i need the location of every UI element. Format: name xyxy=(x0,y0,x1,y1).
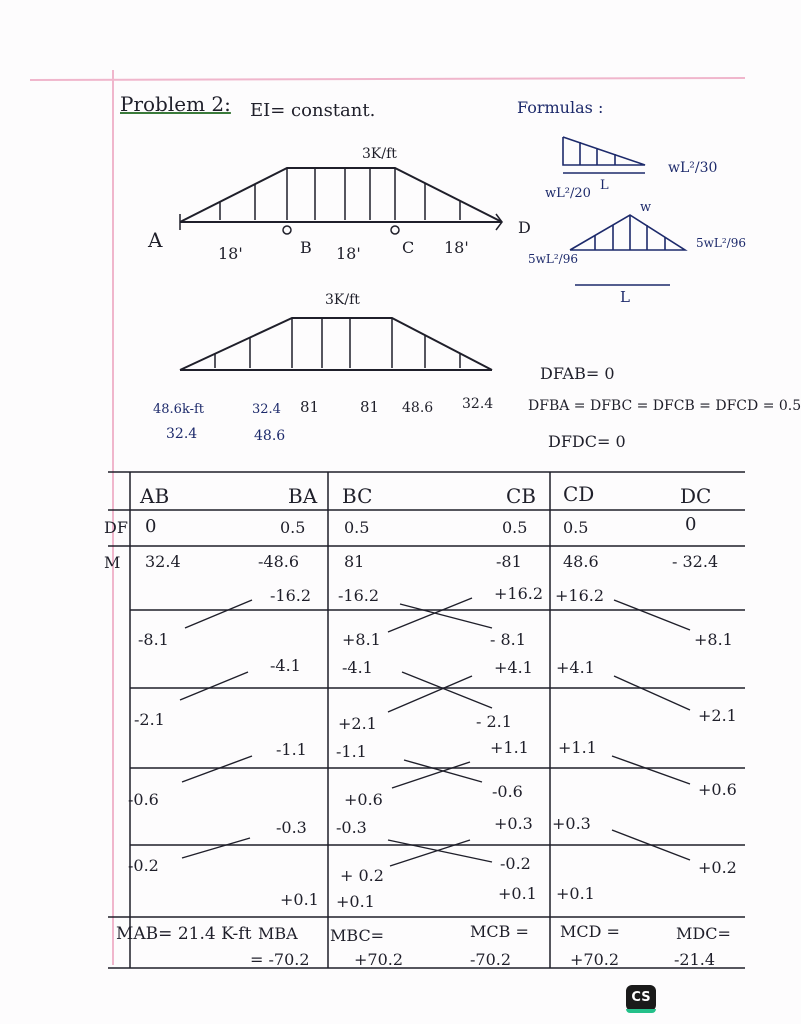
support-c: C xyxy=(402,238,415,257)
c6-bc: +0.6 xyxy=(344,790,383,809)
c3-cd: +4.1 xyxy=(556,658,595,677)
m-ba: -48.6 xyxy=(258,552,300,571)
fem-ab: 48.6k-ft xyxy=(153,402,205,417)
final-mcb: -70.2 xyxy=(470,950,512,969)
c4-bc: +2.1 xyxy=(338,714,377,733)
fem-dc: 32.4 xyxy=(462,396,494,412)
header-bc: BC xyxy=(342,484,373,508)
header-ba: BA xyxy=(288,484,318,508)
m-dc: - 32.4 xyxy=(672,552,719,571)
m-cd: 48.6 xyxy=(563,552,599,571)
c6-ab: -0.6 xyxy=(128,790,159,809)
c1-ba: -16.2 xyxy=(270,586,312,605)
row-label-m: M xyxy=(104,553,121,572)
header-dc: DC xyxy=(680,484,712,508)
c6-dc: +0.6 xyxy=(698,780,737,799)
c7-bc: -0.3 xyxy=(336,818,367,837)
fem-ba-corrected: 48.6 xyxy=(254,428,286,444)
c9-cd: +0.1 xyxy=(556,884,595,903)
c5-bc: -1.1 xyxy=(336,742,367,761)
c5-cb: +1.1 xyxy=(490,738,529,757)
beam2-load-label: 3K/ft xyxy=(325,292,360,308)
final-mcb-label: MCB = xyxy=(470,922,529,941)
df-dc: 0 xyxy=(685,514,697,535)
final-mba-label: MBA xyxy=(258,924,298,943)
c5-cd: +1.1 xyxy=(558,738,597,757)
c3-cb: +4.1 xyxy=(494,658,533,677)
fem-ba: 32.4 xyxy=(252,402,281,417)
support-d: D xyxy=(518,218,531,237)
c4-dc: +2.1 xyxy=(698,706,737,725)
final-mdc: -21.4 xyxy=(674,950,716,969)
m-cb: -81 xyxy=(496,552,522,571)
formula-tri-right: wL²/30 xyxy=(668,160,718,176)
c2-cb: - 8.1 xyxy=(490,630,526,649)
c4-ab: -2.1 xyxy=(134,710,165,729)
c9-bc: +0.1 xyxy=(336,892,375,911)
ei-condition: EI= constant. xyxy=(250,100,376,121)
span-bc: 18' xyxy=(336,244,361,263)
formula-tri-length: L xyxy=(600,178,609,193)
m-bc: 81 xyxy=(344,552,365,571)
formula-center-load: w xyxy=(640,200,652,215)
df-bc: 0.5 xyxy=(344,518,370,537)
camscanner-badge: CS xyxy=(626,985,656,1011)
c7-ba: -0.3 xyxy=(276,818,307,837)
c5-ba: -1.1 xyxy=(276,740,307,759)
final-mcd: +70.2 xyxy=(570,950,620,969)
span-cd: 18' xyxy=(444,238,469,257)
c2-dc: +8.1 xyxy=(694,630,733,649)
formula-center-length: L xyxy=(620,288,630,306)
final-mbc-label: MBC= xyxy=(330,926,385,945)
support-a: A xyxy=(148,228,163,252)
df-ab-note: DFAB= 0 xyxy=(540,364,615,383)
formulas-label: Formulas : xyxy=(517,98,604,117)
final-mba: = -70.2 xyxy=(250,950,310,969)
c6-cb: -0.6 xyxy=(492,782,523,801)
c3-bc: -4.1 xyxy=(342,658,373,677)
final-mdc-label: MDC= xyxy=(676,924,731,943)
header-cd: CD xyxy=(563,482,595,506)
df-cd: 0.5 xyxy=(563,518,589,537)
m-ab: 32.4 xyxy=(145,552,181,571)
final-mab: MAB= 21.4 K-ft xyxy=(116,924,252,944)
c2-ab: -8.1 xyxy=(138,630,169,649)
c9-cb: +0.1 xyxy=(498,884,537,903)
final-mcd-label: MCD = xyxy=(560,922,620,941)
c8-dc: +0.2 xyxy=(698,858,737,877)
problem-title: Problem 2: xyxy=(120,92,231,116)
c1-bc: -16.2 xyxy=(338,586,380,605)
support-b: B xyxy=(300,238,312,257)
df-ba: 0.5 xyxy=(280,518,306,537)
formula-center-right: 5wL²/96 xyxy=(696,236,746,250)
fem-cd: 48.6 xyxy=(402,400,434,416)
df-mid-note: DFBA = DFBC = DFCB = DFCD = 0.5 xyxy=(528,398,801,414)
c8-ab: -0.2 xyxy=(128,856,159,875)
c1-cd: +16.2 xyxy=(555,586,605,605)
formula-tri-left: wL²/20 xyxy=(545,186,591,201)
c9-ba: +0.1 xyxy=(280,890,319,909)
c8-bc: + 0.2 xyxy=(340,866,384,885)
c7-cd: +0.3 xyxy=(552,814,591,833)
fem-cb: 81 xyxy=(360,398,380,416)
c8-cb: -0.2 xyxy=(500,854,531,873)
c2-bc: +8.1 xyxy=(342,630,381,649)
header-ab: AB xyxy=(140,484,170,508)
beam1-load-label: 3K/ft xyxy=(362,146,397,162)
df-cb: 0.5 xyxy=(502,518,528,537)
row-label-df: DF xyxy=(104,518,128,537)
formula-center-left: 5wL²/96 xyxy=(528,252,578,266)
span-ab: 18' xyxy=(218,244,243,263)
header-cb: CB xyxy=(506,484,536,508)
c1-cb: +16.2 xyxy=(494,584,544,603)
c7-cb: +0.3 xyxy=(494,814,533,833)
fem-ab-corrected: 32.4 xyxy=(166,426,198,442)
fem-bc: 81 xyxy=(300,398,320,416)
c4-cb: - 2.1 xyxy=(476,712,512,731)
df-ab: 0 xyxy=(145,516,157,537)
df-dc-note: DFDC= 0 xyxy=(548,432,626,451)
final-mbc: +70.2 xyxy=(354,950,404,969)
c3-ba: -4.1 xyxy=(270,656,301,675)
